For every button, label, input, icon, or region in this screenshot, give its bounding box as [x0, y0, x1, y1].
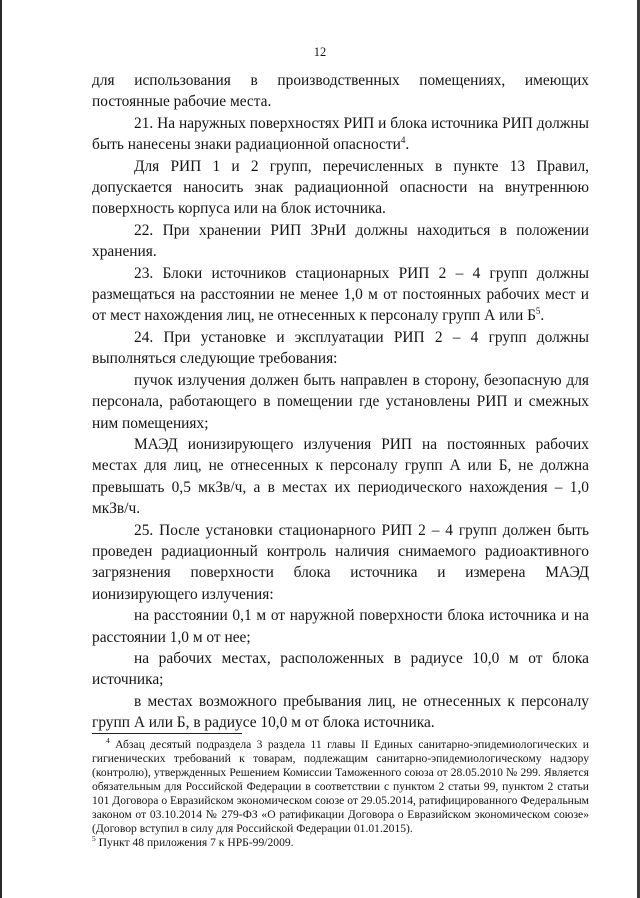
footnote-separator — [92, 733, 242, 734]
footnote-mark-5: 5 — [92, 834, 96, 844]
footnote-5: $^5$ Пункт 48 приложения 7 к НРБ-99/2009. — [92, 834, 294, 849]
paragraph-21-note: Для РИП 1 и 2 групп, перечисленных в пункте 13 Правил, допускается наносить знак радиационной опасности на внутреннюю поверхность корпуса или на блок источника. — [92, 157, 589, 218]
paragraph-25-item-1: на расстоянии 0,1 м от наружной поверхности блока источника и на расстоянии 1,0 м от нее; — [92, 607, 589, 646]
paragraph-23: 23. Блоки источников стационарных РИП 2 – 4 групп должны размещаться на расстоянии не менее 1,0 м от постоянных рабочих мест и от мест нахождения лиц, не отнесенных к персоналу групп А или $Б^5$. — [92, 264, 589, 325]
footnotes — [92, 738, 589, 850]
footnote-mark-4: 4 — [106, 736, 110, 746]
footnote-ref-5[interactable]: 5 — [535, 306, 541, 317]
paragraph-24: 24. При установке и эксплуатации РИП 2 – 4 групп должны выполняться следующие требования: — [92, 328, 589, 368]
paragraph-21: 21. На наружных поверхностях РИП и блока источника РИП должны быть нанесены знаки радиационной опасности$^4$. — [92, 114, 589, 154]
paragraph-24-item-2: МАЭД ионизирующего излучения РИП на постоянных рабочих местах для лиц, не отнесенных к персоналу групп А или Б, не должна превышать 0,5 мкЗв/ч, а в местах их периодического нахождения – 1,0 мкЗв/ч. — [92, 435, 589, 518]
paragraph-25: 25. После установки стационарного РИП 2 – 4 групп должен быть проведен радиационный контроль наличия снимаемого радиоактивного загрязнения поверхности блока источника и измерена МАЭД ионизирующего излучения: — [92, 521, 589, 603]
paragraph-25-item-2: на рабочих местах, расположенных в радиусе 10,0 м от блока источника; — [92, 649, 589, 689]
paragraph-22: 22. При хранении РИП ЗРнИ должны находиться в положении хранения. — [92, 221, 589, 261]
footnote-4: $^4$ Абзац десятый подраздела 3 раздела 11 главы II Единых санитарно-эпидемиологических и гигиенических требований к товарам, подлежащим санитарно-эпидемиологическому надзору (контролю), утвержденных Решением Комиссии Таможенного союза от 28.05.2010 № 299. Является обязательным для Российской Федерации в соответствии с пунктом 2 статьи 99, пунктом 2 статьи 101 Договора о Евразийском экономическом союзе от 29.05.2014, ратифицированного Федеральным законом от 03.10.2014 № 279-ФЗ «О ратификации Договора о Евразийском экономическом союзе» (Договор вступил в силу для Российской Федерации 01.01.2015). — [92, 736, 589, 835]
footnote-ref-4[interactable]: 4 — [400, 135, 406, 146]
paragraph-25-item-3: в местах возможного пребывания лиц, не отнесенных к персоналу групп А или Б, в радиусе 10,0 м от блока источника. — [92, 692, 589, 732]
page-number: 12 — [313, 45, 327, 59]
scan-edge-left — [0, 0, 2, 898]
paragraph-continuation: для использования в производственных помещениях, имеющих постоянные рабочие места. — [92, 72, 589, 111]
paragraph-24-item-1: пучок излучения должен быть направлен в сторону, безопасную для персонала, работающего в помещении где установлены РИП и смежных ним помещениях; — [92, 371, 589, 432]
document-body — [92, 70, 589, 734]
